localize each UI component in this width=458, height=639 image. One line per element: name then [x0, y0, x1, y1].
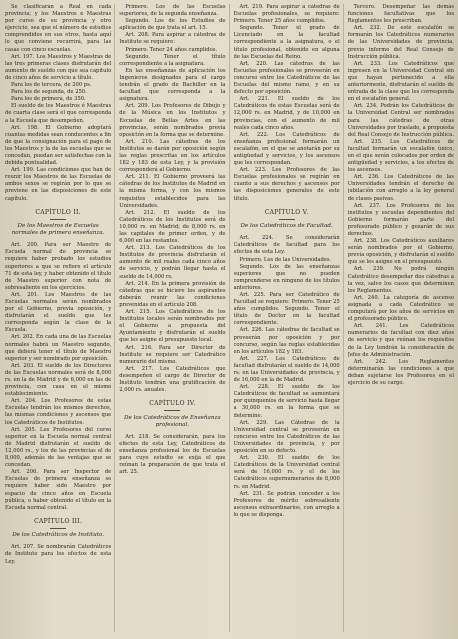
article-paragraph: Para los de primera, de 350.: [11, 96, 86, 103]
chapter-heading: CAPÍTULO II.: [35, 208, 81, 216]
article-paragraph: Art. 242. Los Reglamentos determinarán las condiciones a que deban sujetarse los Profesores en el ejercicio de su cargo.: [347, 358, 454, 386]
article-paragraph: Art. 220. Las cátedras de las Escuelas profesionales se proveerán en concurso entre los Catedráticos de las Escuelas del mismo ramo, y en su defecto por oposición.: [233, 60, 340, 96]
chapter-heading: CAPÍTULO IV.: [149, 400, 196, 408]
article-paragraph: Art. 231. Se podrán conceder a los Profesores de mérito sobresaliente ascensos extraordinarios, con arreglo a lo que se disponga.: [233, 490, 340, 518]
article-paragraph: Art. 200. Para ser Maestro de Escuela normal de provincia se requiere haber probado los estudios superiores a que se refiere el artículo 71 de esta ley, y haber obtenido el título de Maestro superior con nota de sobresaliente en los ejercicios.: [5, 242, 112, 291]
article-paragraph: Art. 226. Las cátedras de facultad se proveerán por oposición y por concurso, según las reglas establecidas en los artículos 182 y 183.: [233, 327, 340, 355]
article-paragraph: Art. 211. El Gobierno proveerá las cátedras de los Institutos de Madrid en la misma forma, y con los mismos requisitos establecidos para las Universidades.: [119, 174, 226, 209]
article-paragraph: Art. 222. Los Catedráticos de enseñanza profesional formarán un escalafón, en el que se anotarán por su antigüedad y servicios, y los ascensos que les correspondan.: [233, 131, 340, 167]
article-paragraph: Art. 228. El sueldo de los Catedráticos de facultad se aumentará por quinquenios de servicio hasta llegar a 30,000 rs. en la forma que se determine.: [233, 384, 340, 419]
article-paragraph: Art. 207. Se nombrarán Catedráticos de Instituto para los efectos de esta Ley.: [5, 544, 112, 565]
heading-rule: [164, 410, 180, 411]
article-paragraph: Art. 204. Los Profesores de estas Escuelas tendrán los mismos derechos, las mismas condiciones y ascensos que los Catedráticos de Institutos.: [5, 398, 112, 426]
article-paragraph: Art. 216. Para ser Director de Instituto se requiere ser Catedrático numerario del mismo.: [119, 344, 226, 365]
article-paragraph: Art. 205. Los Profesores del curso superior en la Escuela normal central de Madrid disfrutarán el sueldo de 12,000 rs., y los de las provincias el de 8,000, además de las ventajas que se concedan.: [5, 426, 112, 469]
heading-rule: [50, 528, 66, 529]
article-paragraph: Para los de segunda, de 250.: [11, 89, 87, 96]
article-paragraph: Art. 209. Los Profesores de Dibujo y de la Música en los Institutos y Escuelas de Bellas Artes en las provincias, serán nombrados previa oposición en la forma que se determine.: [119, 103, 226, 138]
article-paragraph: Art. 197. Los Maestros y Maestras de las tres primeras clases disfrutarán del aumento de sueldo con que sea capitulo de cinco años de servicio a título.: [5, 53, 112, 81]
article-paragraph: Art. 223. Los Profesores de las Escuelas profesionales se regirán en cuanto a sus derechos y ascensos por las disposiciones generales de este título.: [233, 167, 340, 202]
article-paragraph: Art. 225. Para ser Catedrático de Facultad se requiere: Primero. Tener 25 años cumplidos. Segundo. Tener el título de Doctor en la facultad correspondiente.: [233, 291, 340, 327]
article-paragraph: Art. 232. De este escalafón se formarán los Catedráticos numerarios de las Universidades de provincia, previo informe del Real Consejo de Instrucción pública.: [347, 25, 454, 60]
article-paragraph: Tercero. Desempeñar las demás funciones facultativas que los Reglamentos les prescriban.: [347, 4, 454, 25]
article-paragraph: Art. 238. Los Catedráticos auxiliares serán nombrados por el Gobierno, previa oposición, y disfrutarán el sueldo que se les asigne en el presupuesto.: [347, 238, 454, 266]
article-paragraph: Art. 203. El sueldo de los Directores de las Escuelas normales será de 8,000 rs. en la de Madrid y de 6,000 en las de provincia, con casa en el mismo establecimiento.: [5, 362, 112, 398]
article-paragraph: Segundo. Tener el grado de Licenciado en la facultad correspondiente a la asignatura, o el título profesional, obtenido en alguna de las Escuelas del Reino.: [233, 25, 340, 60]
article-paragraph: Segundo. Los de las enseñanzas superiores que no pueden comprenderse en ninguno de los títulos anteriores.: [233, 263, 340, 291]
text-column-4: [348, 4, 454, 632]
article-paragraph: Art. 210. Las cátedras de los Institutos se darán por oposición según las reglas prescritas en los artículos 182 y 183 de esta Ley, y la provisión corresponderá al Gobierno.: [119, 138, 226, 174]
article-paragraph: Art. 224. Se considerarán Catedráticos de facultad para los efectos de esta Ley.: [233, 235, 340, 256]
article-paragraph: El sueldo de los Maestros é Maestras de cuarta clase será el que corresponda a la Escuela que desempeñen.: [5, 103, 112, 124]
article-paragraph: Art. 240. La categoría de ascenso asignada a cada Catedrático se computará por los años de servicios en el profesorado público.: [347, 294, 454, 323]
article-paragraph: Art. 202. En cada una de las Escuelas normales habrá un Maestro segundo, que deberá tener el título de Maestro superior y ser nombrado por oposición.: [5, 334, 112, 362]
article-paragraph: Art. 208. Para aspirar a cátedras de Instituto se requiere:: [119, 32, 226, 46]
article-paragraph: Segundo. Los de los Estudios de aplicación de que trata el art. 15.: [119, 18, 226, 32]
article-paragraph: Art. 241. Los Catedráticos numerarios de facultad con diez años de servicio y que reúnan los requisitos de la Ley tendrán la consideración de Jefes de Administración.: [347, 323, 454, 358]
article-paragraph: Art. 236. Los Catedráticos de las Universidades tendrán el derecho de jubilación con arreglo a la ley general de clases pasivas.: [347, 174, 454, 202]
article-paragraph: Primero. Tener 24 años cumplidos.: [125, 46, 218, 53]
article-paragraph: Art. 198. El Gobierno adoptará cuantas medidas sean conducentes a fin de que la consignación para el pago de los Maestros y la de las escuelas que se concedan, puedan ser satisfechas con la debida puntualidad.: [5, 124, 112, 167]
article-paragraph: Primero. Los de las Universidades.: [239, 256, 332, 263]
article-paragraph: Se clasificarán a Real en cada provincia; y los Maestros e Maestras por curso de su provincia y otro ejercicio, sea que el número de estudios comprendidos en sus otros, hasta aquí lo que conviene recurrirá, para las casas con cinco escuelas.: [5, 4, 112, 53]
article-paragraph: Art. 234. Podrán los Catedráticos de la Universidad Central ser nombrados para las cátedras de otras Universidades por traslado, a propuesta del Real Consejo de Instrucción pública.: [347, 103, 454, 138]
article-paragraph: Art. 227. Los Catedráticos de facultad disfrutarán el sueldo de 14,000 rs. en las Universidades de provincia, y de 16,000 en la de Madrid.: [233, 355, 340, 384]
article-paragraph: Art. 214. En la primera provisión de cátedras que se hiciere los aspirantes deberán reunir las condiciones prevenidas en el artículo 208.: [119, 280, 226, 308]
text-column-2: [119, 4, 229, 632]
heading-rule: [50, 219, 66, 220]
article-paragraph: Art. 221. El sueldo de los Catedráticos de estas Escuelas será de 12,000 rs. en Madrid, y de 10,000 en provincias, con el aumento de mil reales cada cinco años.: [233, 96, 340, 131]
article-paragraph: En las enseñanzas de aplicación los Ingenieros designados para el cargo tendrán el grado de Bachiller en la facultad que corresponda a la asignatura.: [119, 67, 226, 103]
chapter-heading: CAPÍTULO V.: [264, 208, 309, 216]
article-paragraph: Art. 218. Se considerarán, para los efectos de esta Ley, Catedráticos de enseñanza profesional los de Escuelas para cuyo estudio se exija el que reúnan la preparación de que trata el art. 25.: [119, 433, 226, 476]
article-paragraph: Art. 215. Los Catedráticos de los Institutos locales serán nombrados por el Gobierno a propuesta del Ayuntamiento y disfrutarán el sueldo que les asigne el presupuesto local.: [119, 309, 226, 344]
article-paragraph: Art. 235. Los Catedráticos de facultad formarán un escalafón único, en el que serán colocados por orden de antigüedad y servicios, a los efectos de los ascensos.: [347, 138, 454, 174]
article-paragraph: Art. 239. No podrá ningún Catedrático desempeñar dos cátedras a la vez, salvo los casos que determinen los Reglamentos.: [347, 266, 454, 294]
article-paragraph: Segundo. Tener el título correspondiente a la asignatura.: [119, 53, 226, 67]
article-paragraph: Art. 233. Los Catedráticos que ingresen en la Universidad Central sin que hayan pertenecido a ella anteriormente, disfrutarán el sueldo de entrada de la clase que les corresponda en el escalafón general.: [347, 60, 454, 103]
article-paragraph: Para los de tercera, de 200 ps.: [11, 82, 92, 89]
article-paragraph: Art. 199. Las condiciones que han de reunir los Maestros de las Escuelas de ambos sexos se regirán por lo que se previene en las disposiciones de este capítulo.: [5, 167, 112, 202]
article-paragraph: Art. 230. El sueldo de los Catedráticos de la Universidad central será de 16,000 rs. y el de los Catedráticos supernumerarios de 8,000 rs. en Madrid.: [233, 455, 340, 490]
article-paragraph: Art. 229. Las Cátedras de la Universidad central se proveerán en concurso entre los Catedráticos de las Universidades de provincia, y por oposición en su defecto.: [233, 419, 340, 455]
chapter-subtitle: De los Catedráticos de Instituto.: [12, 532, 105, 539]
article-paragraph: Art. 212. El sueldo de los Catedráticos de los Institutos será de 10,000 rs. en Madrid; de 8,000 rs. en las capitales de primer orden, y de 6,000 en las restantes.: [119, 209, 226, 245]
article-paragraph: Art. 219. Para aspirar a cátedras de Escuelas profesionales, se requiere: Primero. Tener 25 años cumplidos.: [233, 4, 340, 25]
chapter-subtitle: De los Catedráticos de Facultad.: [240, 223, 333, 230]
chapter-subtitle: De los Catedráticos de Enseñanza profesional.: [124, 414, 221, 428]
chapter-subtitle: De los Maestros de Escuelas normales de primera enseñanza.: [11, 223, 105, 237]
text-column-3: [234, 4, 344, 632]
article-paragraph: Primero. Los de las Escuelas superiores, de la segunda enseñanza.: [119, 4, 226, 18]
article-paragraph: Art. 206. Para ser Inspector de Escuelas de primera enseñanza se requiere haber sido Maestro por espacio de cinco años en Escuela pública, o haber obtenido el título en la Escuela normal central.: [5, 469, 112, 511]
article-paragraph: Art. 201. Los Maestros de las Escuelas normales serán nombrados por el Gobierno, previa oposición, y disfrutarán el sueldo que les corresponda según la clase de la Escuela.: [5, 291, 112, 334]
article-paragraph: Art. 213. Los Catedráticos de los Institutos de provincia disfrutarán el aumento de mil reales cada cinco años de servicio, y podrán llegar hasta el sueldo de 14,000 rs.: [119, 245, 226, 280]
article-paragraph: Art. 217. Los Catedráticos que desempeñen el cargo de Director de Instituto tendrán una gratificación de 2,000 rs. anuales.: [119, 365, 226, 394]
text-column-1: [5, 4, 115, 632]
chapter-heading: CAPÍTULO III.: [34, 517, 83, 525]
heading-rule: [279, 219, 295, 220]
article-paragraph: Art. 237. Los Profesores de los institutos y escuelas dependientes del Gobierno formarán parte del profesorado público y gozarán de sus derechos.: [347, 202, 454, 237]
